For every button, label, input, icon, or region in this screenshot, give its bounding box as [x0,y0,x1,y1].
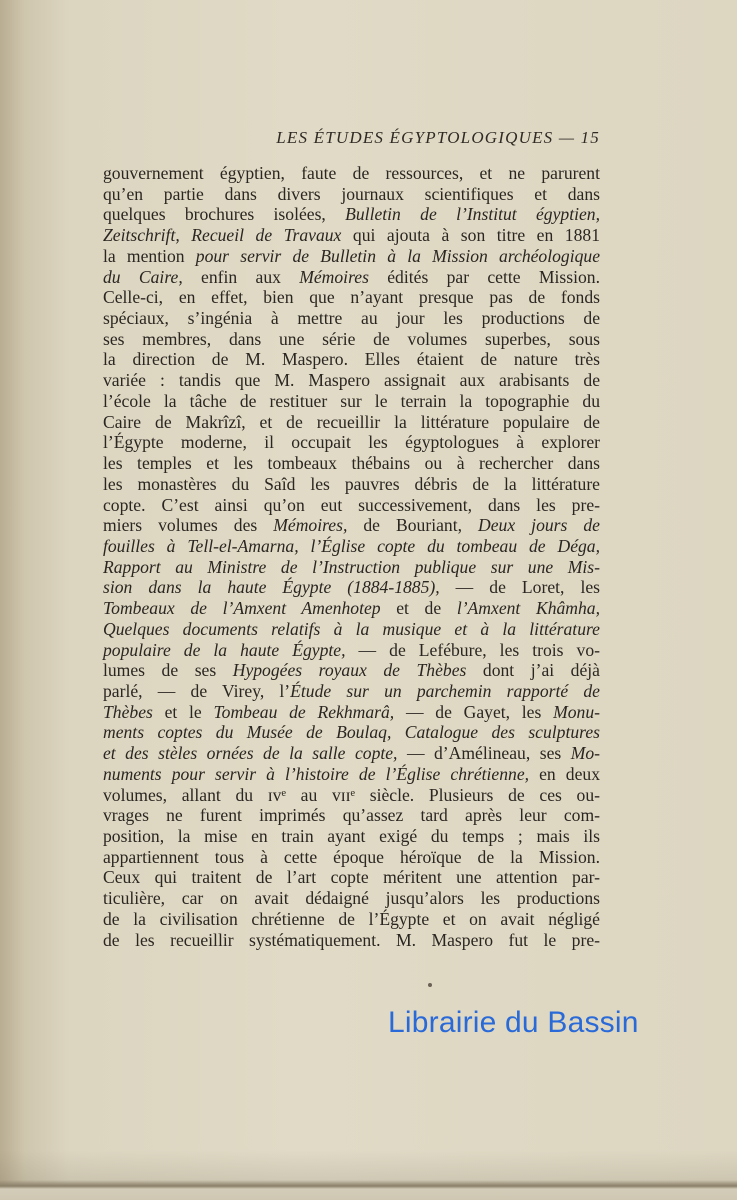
text-line [103,184,600,205]
text-line [103,702,600,723]
text-segment: en deux [529,763,600,784]
text-segment: dont j’ai déjà [466,660,600,681]
italic-title-segment: ments coptes du Musée de Boulaq, Catalogue des sculptures [103,722,600,743]
text-segment: Celle-ci, en effet, bien que n’ayant presque pas de fonds [103,287,600,308]
text-segment: l’Égypte moderne, il occupait les égyptologues à explorer [103,432,600,453]
italic-title-segment: Hypogées royaux de Thèbes [232,660,467,681]
text-line [103,432,600,453]
text-line [103,847,600,868]
running-header: LES ÉTUDES ÉGYPTOLOGIQUES — 15 [276,128,600,147]
text-line [103,805,600,826]
text-line [103,308,600,329]
italic-title-segment: pour servir de Bulletin à la Mission archéologique [195,245,601,266]
text-segment: qu’en partie dans divers journaux scientifiques et dans [103,183,600,204]
page-bottom-edge [0,1150,737,1200]
text-segment: les temples et les tombeaux thébains ou à rechercher dans [103,453,600,474]
text-segment: miers volumes des [103,515,274,536]
text-line [103,930,600,951]
text-line [103,764,600,785]
text-line [103,412,600,433]
italic-title-segment: Bulletin de l’Institut égyptien, [345,204,600,225]
text-line [103,495,600,516]
text-segment: lumes de ses [103,660,233,681]
text-segment: — d’Amélineau, ses [397,743,571,764]
italic-title-segment: Monu- [553,701,600,722]
text-segment: l’école la tâche de restituer sur le terrain la topographie du [103,390,600,411]
text-segment: enfin aux [182,266,300,287]
text-line [103,826,600,847]
text-segment: et de [380,598,457,619]
text-line [103,391,600,412]
italic-title-segment: Tombeau de Rekhmarâ, [213,701,395,722]
italic-title-segment: Zeitschrift, Recueil de Travaux [103,225,342,246]
italic-title-segment: Rapport au Ministre de l’Instruction publique sur une Mis- [103,556,600,577]
italic-title-segment: Quelques documents relatifs à la musique et à la littérature [103,618,600,639]
text-segment: édités par cette Mission. [368,266,600,287]
text-segment: de la civilisation chrétienne de l’Égypte et on avait négligé [103,908,600,929]
text-segment: — de Loret, les [439,577,600,598]
text-line [103,370,600,391]
text-line [103,329,600,350]
text-segment: quelques brochures isolées, [103,204,346,225]
text-line [103,474,600,495]
text-segment: vrages ne furent imprimés qu’assez tard après leur com- [103,805,600,826]
text-line [103,867,600,888]
text-segment: ticulière, car on avait dédaigné jusqu’alors les productions [103,888,600,909]
text-segment: — de Lefébure, les trois vo- [345,639,601,660]
text-segment: — de Gayet, les [394,701,554,722]
text-line [103,598,600,619]
text-line [103,619,600,640]
text-segment: les monastères du Saîd les pauvres débris de la littérature [103,473,600,494]
text-line [103,785,600,806]
italic-title-segment: Thèbes [103,701,153,722]
italic-title-segment: Mémoires, [273,515,348,536]
italic-title-segment: et des stèles ornées de la salle copte, [103,743,398,764]
text-line [103,246,600,267]
text-segment: de Bouriant, [347,515,479,536]
text-segment: variée : tandis que M. Maspero assignait aux arabisants de [103,370,600,391]
italic-title-segment: numents pour servir à l’histoire de l’Église chrétienne, [103,763,530,784]
italic-title-segment: Étude sur un parchemin rapporté de [290,680,600,701]
italic-title-segment: Deux jours de [478,515,600,536]
text-segment: et le [152,701,214,722]
text-segment: de les recueillir systématiquement. M. Maspero fut le pre- [103,929,600,950]
text-segment: position, la mise en train ayant exigé du temps ; mais ils [103,826,600,846]
text-segment: parlé, — de Virey, l’ [103,680,291,701]
text-line [103,557,600,578]
text-segment: la direction de M. Maspero. Elles étaient de nature très [103,349,600,370]
italic-title-segment: sion dans la haute Égypte (1884-1885), [103,577,440,598]
body-text [103,163,600,950]
text-segment: copte. C’est ainsi qu’on eut successivement, dans les pre- [103,494,600,515]
text-line [103,287,600,308]
text-line [103,743,600,764]
text-line [103,888,600,909]
text-segment: qui ajouta à son titre en 1881 [341,225,600,246]
text-line [103,225,600,246]
text-line [103,909,600,930]
italic-title-segment: populaire de la haute Égypte, [103,639,346,660]
text-segment: la mention [103,245,196,266]
text-segment: ses membres, dans une série de volumes superbes, sous [103,328,600,349]
text-line [103,681,600,702]
text-segment: spéciaux, s’ingénia à mettre au jour les productions de [103,308,600,329]
text-segment: Caire de Makrîzî, et de recueillir la littérature populaire de [103,411,600,432]
text-line [103,640,600,661]
text-segment: volumes, allant du ɪᴠᵉ au ᴠɪɪᵉ siècle. Plusieurs de ces ou- [103,784,600,805]
ink-speck [428,983,432,987]
italic-title-segment: Tombeaux de l’Amxent Amenhotep [103,598,381,619]
watermark: Librairie du Bassin [388,1006,639,1039]
text-line [103,163,600,184]
text-line [103,660,600,681]
text-line [103,722,600,743]
text-line [103,515,600,536]
italic-title-segment: fouilles à Tell-el-Amarna, l’Église copte du tombeau de Déga, [103,535,600,556]
text-line [103,577,600,598]
text-segment: Ceux qui traitent de l’art copte méritent une attention par- [103,867,600,888]
text-line [103,453,600,474]
italic-title-segment: l’Amxent Khâmha, [456,598,600,619]
text-segment: gouvernement égyptien, faute de ressources, et ne parurent [103,163,600,183]
text-line [103,536,600,557]
text-segment: appartiennent tous à cette époque héroïque de la Mission. [103,846,600,867]
italic-title-segment: Mémoires [299,266,369,287]
text-line [103,349,600,370]
text-line [103,204,600,225]
italic-title-segment: Mo- [570,743,601,764]
text-line [103,267,600,288]
italic-title-segment: du Caire, [103,266,183,287]
